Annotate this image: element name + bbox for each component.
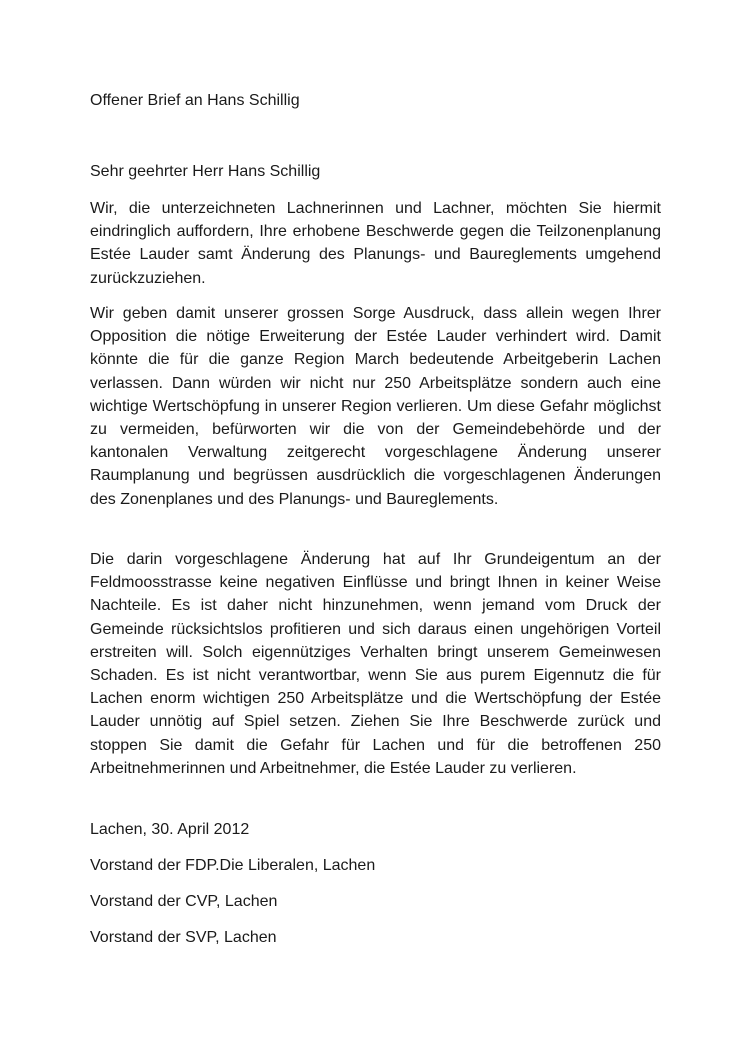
letter-title: Offener Brief an Hans Schillig <box>90 92 300 109</box>
salutation: Sehr geehrter Herr Hans Schillig <box>90 163 321 180</box>
body-paragraph-2: Wir geben damit unserer grossen Sorge Ausdruck, dass allein wegen Ihrer Opposition die nötige Erweiterung der Estée Lauder verhindert wird. Damit könnte die für die ganze Region March bedeutende Arbeitgeberin Lachen verlassen. Dann würden wir nicht nur 250 Arbeitsplätze sondern auch eine wichtige Wertschöpfung in unserer Region verlieren. Um diese Gefahr möglichst zu vermeiden, befürworten wir die von der Gemeindebehörde und der kantonalen Verwaltung zeitgerecht vorgeschlagene Änderung unserer Raumplanung und begrüssen ausdrücklich die vorgeschlagenen Änderungen des Zonenplanes und des Planungs- und Baureglements. <box>90 305 661 508</box>
date-line: Lachen, 30. April 2012 <box>90 821 250 838</box>
signatory-cvp: Vorstand der CVP, Lachen <box>90 893 278 910</box>
signatory-fdp: Vorstand der FDP.Die Liberalen, Lachen <box>90 857 376 874</box>
body-paragraph-1: Wir, die unterzeichneten Lachnerinnen und Lachner, möchten Sie hiermit eindringlich auffordern, Ihre erhobene Beschwerde gegen die Teilzonenplanung Estée Lauder samt Änderung des Planungs- und Baureglements umgehend zurückzuziehen. <box>90 200 661 287</box>
body-paragraph-3: Die darin vorgeschlagene Änderung hat auf Ihr Grundeigentum an der Feldmoosstrasse keine negativen Einflüsse und bringt Ihnen in keiner Weise Nachteile. Es ist daher nicht hinzunehmen, wenn jemand vom Druck der Gemeinde rücksichtslos profitieren und sich daraus einen ungehörigen Vorteil erstreiten will. Solch eigennütziges Verhalten bringt unserem Gemeinwesen Schaden. Es ist nicht verantwortbar, wenn Sie aus purem Eigennutz die für Lachen enorm wichtigen 250 Arbeitsplätze und die Wertschöpfung der Estée Lauder unnötig auf Spiel setzen. Ziehen Sie Ihre Beschwerde zurück und stoppen Sie damit die Gefahr für Lachen und für die betroffenen 250 Arbeitnehmerinnen und Arbeitnehmer, die Estée Lauder zu verlieren. <box>90 551 661 777</box>
signatory-svp: Vorstand der SVP, Lachen <box>90 929 277 946</box>
